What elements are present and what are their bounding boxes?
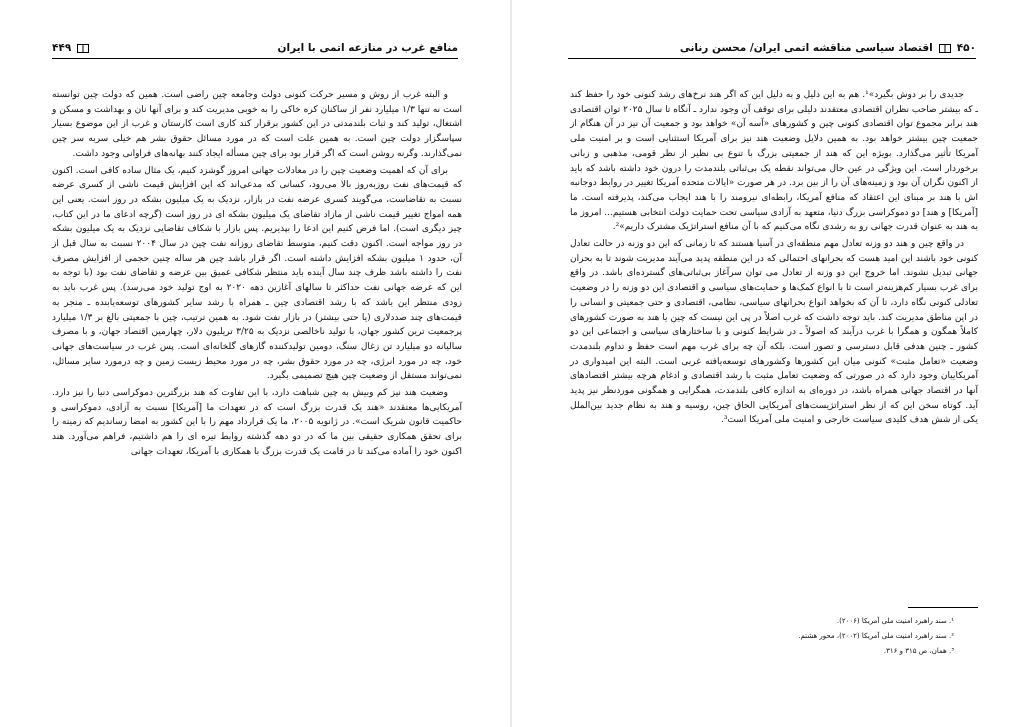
- footnote: ¹. سند راهبرد امنیت ملی آمریکا (۲۰۰۶).: [836, 617, 954, 625]
- left-page-header: [52, 38, 458, 59]
- footnote: ². سند راهبرد امنیت ملی آمریکا (۲۰۰۲)، محور هشتم.: [798, 632, 954, 640]
- footnotes: [570, 607, 978, 659]
- page-number: ۴۴۹: [52, 42, 72, 54]
- book-icon: [939, 44, 951, 53]
- left-body-text: [52, 88, 462, 460]
- paragraph: برای آن که اهمیت وضعیت چین را در معادلات جهانی امروز گوشزد کنیم، یک مثال ساده کافی است. اکنون که قیمت‌های نفت روزبه‌روز بالا می‌رود، کسانی که مدعی‌اند که این افزایش قیمت ناشی از کسری عرضه نسبت به تقاضاست، می‌گویند کسری عرضه نفت در بازار، نزدیک به یک میلیون بشکه در روز است. یعنی این همه امواج تغییر قیمت ناشی از مازاد تقاضای یک میلیون بشکه ای در روز است (گرچه ادعای ما در این کتاب، چیز دیگری است). اما فرض کنیم این ادعا را بپذیریم. پس بازار با شکاف تقاضایی نزدیک به یک میلیون بشکه در روز مواجه است. اکنون دقت کنیم، متوسط تقاضای روزانه نفت چین در سال ۲۰۰۴ نسبت به سال قبل از آن، حدود ۱ میلیون بشکه افزایش داشته است. اگر قرار باشد چین هر ساله چنین حجمی از افزایش مصرف نفت را داشته باشد ظرف چند سال آینده باید منتظر شکافی عمیق بین عرضه و تقاضای نفت بود (با توجه به این که عرضه جهانی نفت حداکثر تا سالهای آغازین دهه ۲۰۲۰ به اوج تولید خود می‌رسد). پس غرب باید به زودی منتظر این باشد که با رشد اقتصادی چین ـ همراه با رشد سایر کشورهای توسعه‌یابنده ـ منجر به قیمت‌های چند صددلاری (یا حتی بیشتر) در بازار نفت شود. به همین ترتیب، چین با جمعیتی بالغ بر ۱/۳ میلیارد پرجمعیت ترین کشور جهان، با تولید ناخالصی نزدیک به ۳/۲۵ تریلیون دلار، چهارمین اقتصاد جهان، و با مصرف سالیانه دو میلیارد تن زغال سنگ، دومین تولیدکننده گازهای گلخانه‌ای است. پس غرب در سیاست‌های جهانی خود، چه در مورد انرژی، چه در مورد حقوق بشر، چه در مورد محیط زیست زمین و چه درمورد سایر مسائل، نمی‌تواند مستقل از وضعیت چین هیچ تصمیمی بگیرد.: [52, 165, 462, 382]
- right-page-header: [568, 38, 976, 59]
- footnote-rule: [908, 607, 978, 608]
- book-icon: [77, 44, 89, 53]
- page-number-block: [52, 42, 89, 54]
- running-head-left: [278, 42, 458, 54]
- paragraph: جدیدی را بر دوش بگیرد»¹. هم به این دلیل و به دلیل این که اگر هند نرخ‌های رشد کنونی خود را حفظ کند ـ که بیشتر صاحب نظران اقتصادی معتقدند دلیلی برای توقف آن وجود ندارد ـ آنگاه تا سال ۲۰۲۵ توان اقتصادی هند برابر مجموع توان اقتصادی کنونی چین و کشورهای «آسه آن» خواهد بود و جمعیت آن نیز در آن هنگام از جمعیت چین بیشتر خواهد بود. به همین دلایل وضعیت هند نیز برای آمریکا استثنایی است و بر امنیت ملی آمریکا تأثیر می‌گذارد. بویژه این که هند از جمعیتی بزرگ با تنوع بی نظیر از نظر قومی، مذهبی و زبانی برخوردار است. این ویژگی در عین حال می‌تواند نقطه یک بی‌ثباتی بلندمدت را درون خود داشته باشد که باید از اکنون نگران آن بود و زمینه‌های آن را از بین برد. در هر صورت «ایالات متحده آمریکا تغییر در روابط دوجانبه اش با هند بر مبنای این اعتقاد که منافع آمریکا، رابطه‌ای نیرومند را با هند ایجاب می‌کند، پذیرفته است. ما [آمریکا] و هند] دو دموکراسی بزرگ دنیا، متعهد به آزادی سیاسی تحت حمایت دولت انتخابی هستیم... امروز ما به هند به عنوان قدرت جهانی رو به رشدی نگاه می‌کنیم که با آن منافع استراتژیک مشترک داریم»².: [570, 90, 978, 233]
- paragraph: وضعیت هند نیز کم وبیش به چین شباهت دارد، با این تفاوت که هند بزرگترین دموکراسی دنیا را نیز دارد. آمریکایی‌ها معتقدند «هند یک قدرت بزرگ است که در تعهدات ما [آمریکا] نسبت به آزادی، دموکراسی و حاکمیت قانون شریک است». در ژانویه ۲۰۰۵، ما یک قرارداد مهم را با این کشور به امضا رساندیم که زمینه را برای تحقق همکاری حقیقی بین ما که در دو دهه گذشته روابط تیره ای را هم داشتیم، فراهم می‌آورد. هند اکنون خود را آماده می‌کند تا در قامت یک قدرت بزرگ با همکاری با آمریکا، تعهدات جهانی: [52, 388, 462, 457]
- paragraph: و البته غرب از روش و مسیر حرکت کنونی دولت وجامعه چین راضی است. همین که دولت چین توانسته است نه تنها ۱/۳ میلیارد نفر از ساکنان کره خاکی را به خوبی مدیریت کند و برای آنها نان و بهداشت و مسکن و اشتغال، تولید کند و ثبات بلندمدتی در این کشور برقرار کند کاری است کارستان و غرب از این موضوع بسیار سپاسگزار دولت چین است. به همین علت است که در مورد مسائل حقوق بشر هم خیلی سربه سر چین نمی‌گذارند. وگرنه روشن است که اگر قرار بود برای چین مسأله ایجاد کنند بهانه‌های فراوانی وجود داشت.: [52, 90, 463, 159]
- paragraph: در واقع چین و هند دو وزنه تعادل مهم منطقه‌ای در آسیا هستند که تا زمانی که این دو وزنه در حالت تعادل کنونی خود باشند این امید هست که بحرانهای احتمالی که در این منطقه پدید می‌آیند مدیریت شوند تا به بحران جهانی تبدیل نشوند. اما خروج این دو وزنه از تعادل می توان سرآغاز بی‌ثباتی‌های گسترده‌ای باشد. در واقع برای غرب بسیار کم‌هزینه‌تر است تا با انواع کمک‌ها و حمایت‌های سیاسی و اقتصادی این دو وزنه را در وضعیت تعادلی کنونی نگاه دارد، تا آن که بخواهد انواع بحرانهای سیاسی، نظامی، اقتصادی و حتی جمعیتی و انسانی را در این مناطق مدیریت کند. باید توجه داشت که غرب اصلاً در پی این نیست که چین یا هند به صورت کشورهای کاملاً همگون و همگرا با غرب درآیند که اصولاً ـ در شرایط کنونی و با ساختارهای سیاسی و اجتماعی این دو کشور ـ چنین هدفی قابل دسترسی و تصور است. بلکه آن چه برای غرب مهم است حفظ و تداوم بلندمدت وضعیت «تعامل مثبت» کنونی میان این کشورها وکشورهای توسعه‌یافته غربی است. البته این امیدواری در آمریکاییان وجود دارد که در صورتی که وضعیت تعامل مثبت با رشد اقتصادی و ادغام هرچه بیشتر اقتصادهای آنها در اقتصاد جهانی همراه باشد، در دوره‌ای به اندازه کافی بلندمدت، همگرایی و همگونی موردنظر نیز پدید آید. کوتاه سخن این که از نظر استراتژیست‌های آمریکایی الحاق چین، روسیه و هند به نظام جدید بین‌الملل یکی از شش هدف کلیدی سیاست خارجی و امنیت ملی آمریکا است³.: [570, 239, 978, 426]
- right-page: [512, 0, 1025, 727]
- right-body-text: [570, 88, 978, 428]
- left-page: [0, 0, 511, 727]
- page-number-block: [680, 42, 976, 54]
- running-head-title: منافع غرب در منازعه اتمی با ایران: [277, 42, 458, 54]
- page-number: ۴۵۰: [956, 42, 976, 54]
- running-head-title: اقتصاد سیاسی مناقشه اتمی ایران/ محسن رنانی: [679, 42, 933, 54]
- footnote: ³. همان، ص ۳۱۵ و ۳۱۶.: [883, 647, 954, 655]
